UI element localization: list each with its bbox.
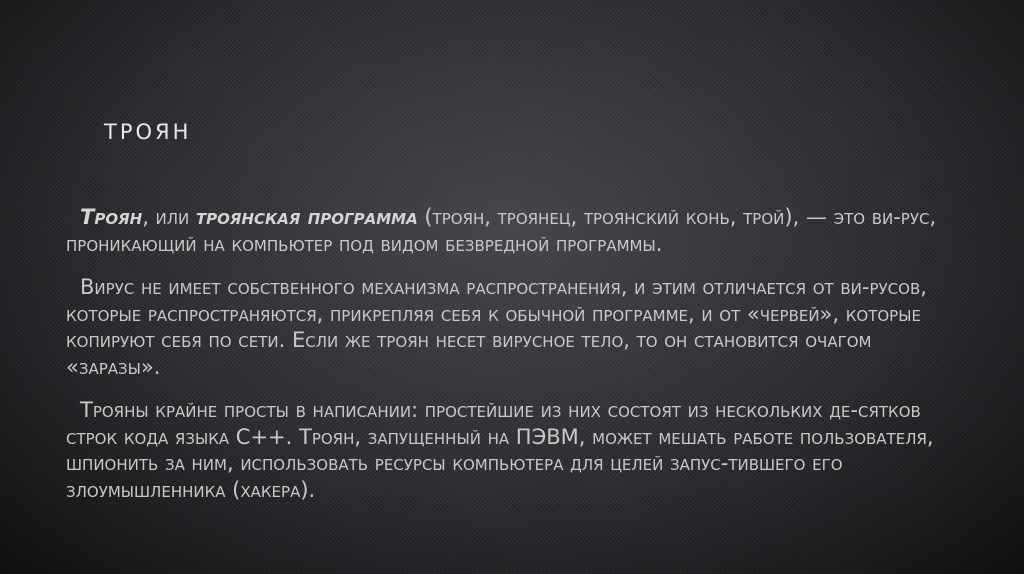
definition-text-part1: , или bbox=[142, 205, 196, 229]
slide-body bbox=[66, 204, 946, 520]
slide-title: троян bbox=[104, 112, 192, 147]
paragraph-definition bbox=[66, 204, 946, 257]
paragraph-simplicity: Трояны крайне просты в написании: простейшие из них состоят из нескольких де-сятков строк кода языка C++. Троян, запущенный на ПЭВМ, может мешать работе пользователя, шпионить за ним, использовать ресурсы компьютера для целей запус-тившего его злоумышленника (хакера). bbox=[66, 398, 934, 502]
paragraph-propagation: Вирус не имеет собственного механизма распространения, и этим отличается от ви-русов, которые распространяются, прикрепляя себя к обычной программе, и от «червей», которые копируют себя по сети. Если же троян несет вирусное тело, то он становится очагом «заразы». bbox=[66, 275, 927, 379]
term-trojan-program: троянская программа bbox=[195, 205, 418, 229]
definition-text-part2: (троян, троянец, троянский конь, трой), — это ви-рус, проникающий на компьютер под видом безвредной программы. bbox=[66, 205, 937, 256]
term-trojan: Троян bbox=[80, 205, 143, 229]
